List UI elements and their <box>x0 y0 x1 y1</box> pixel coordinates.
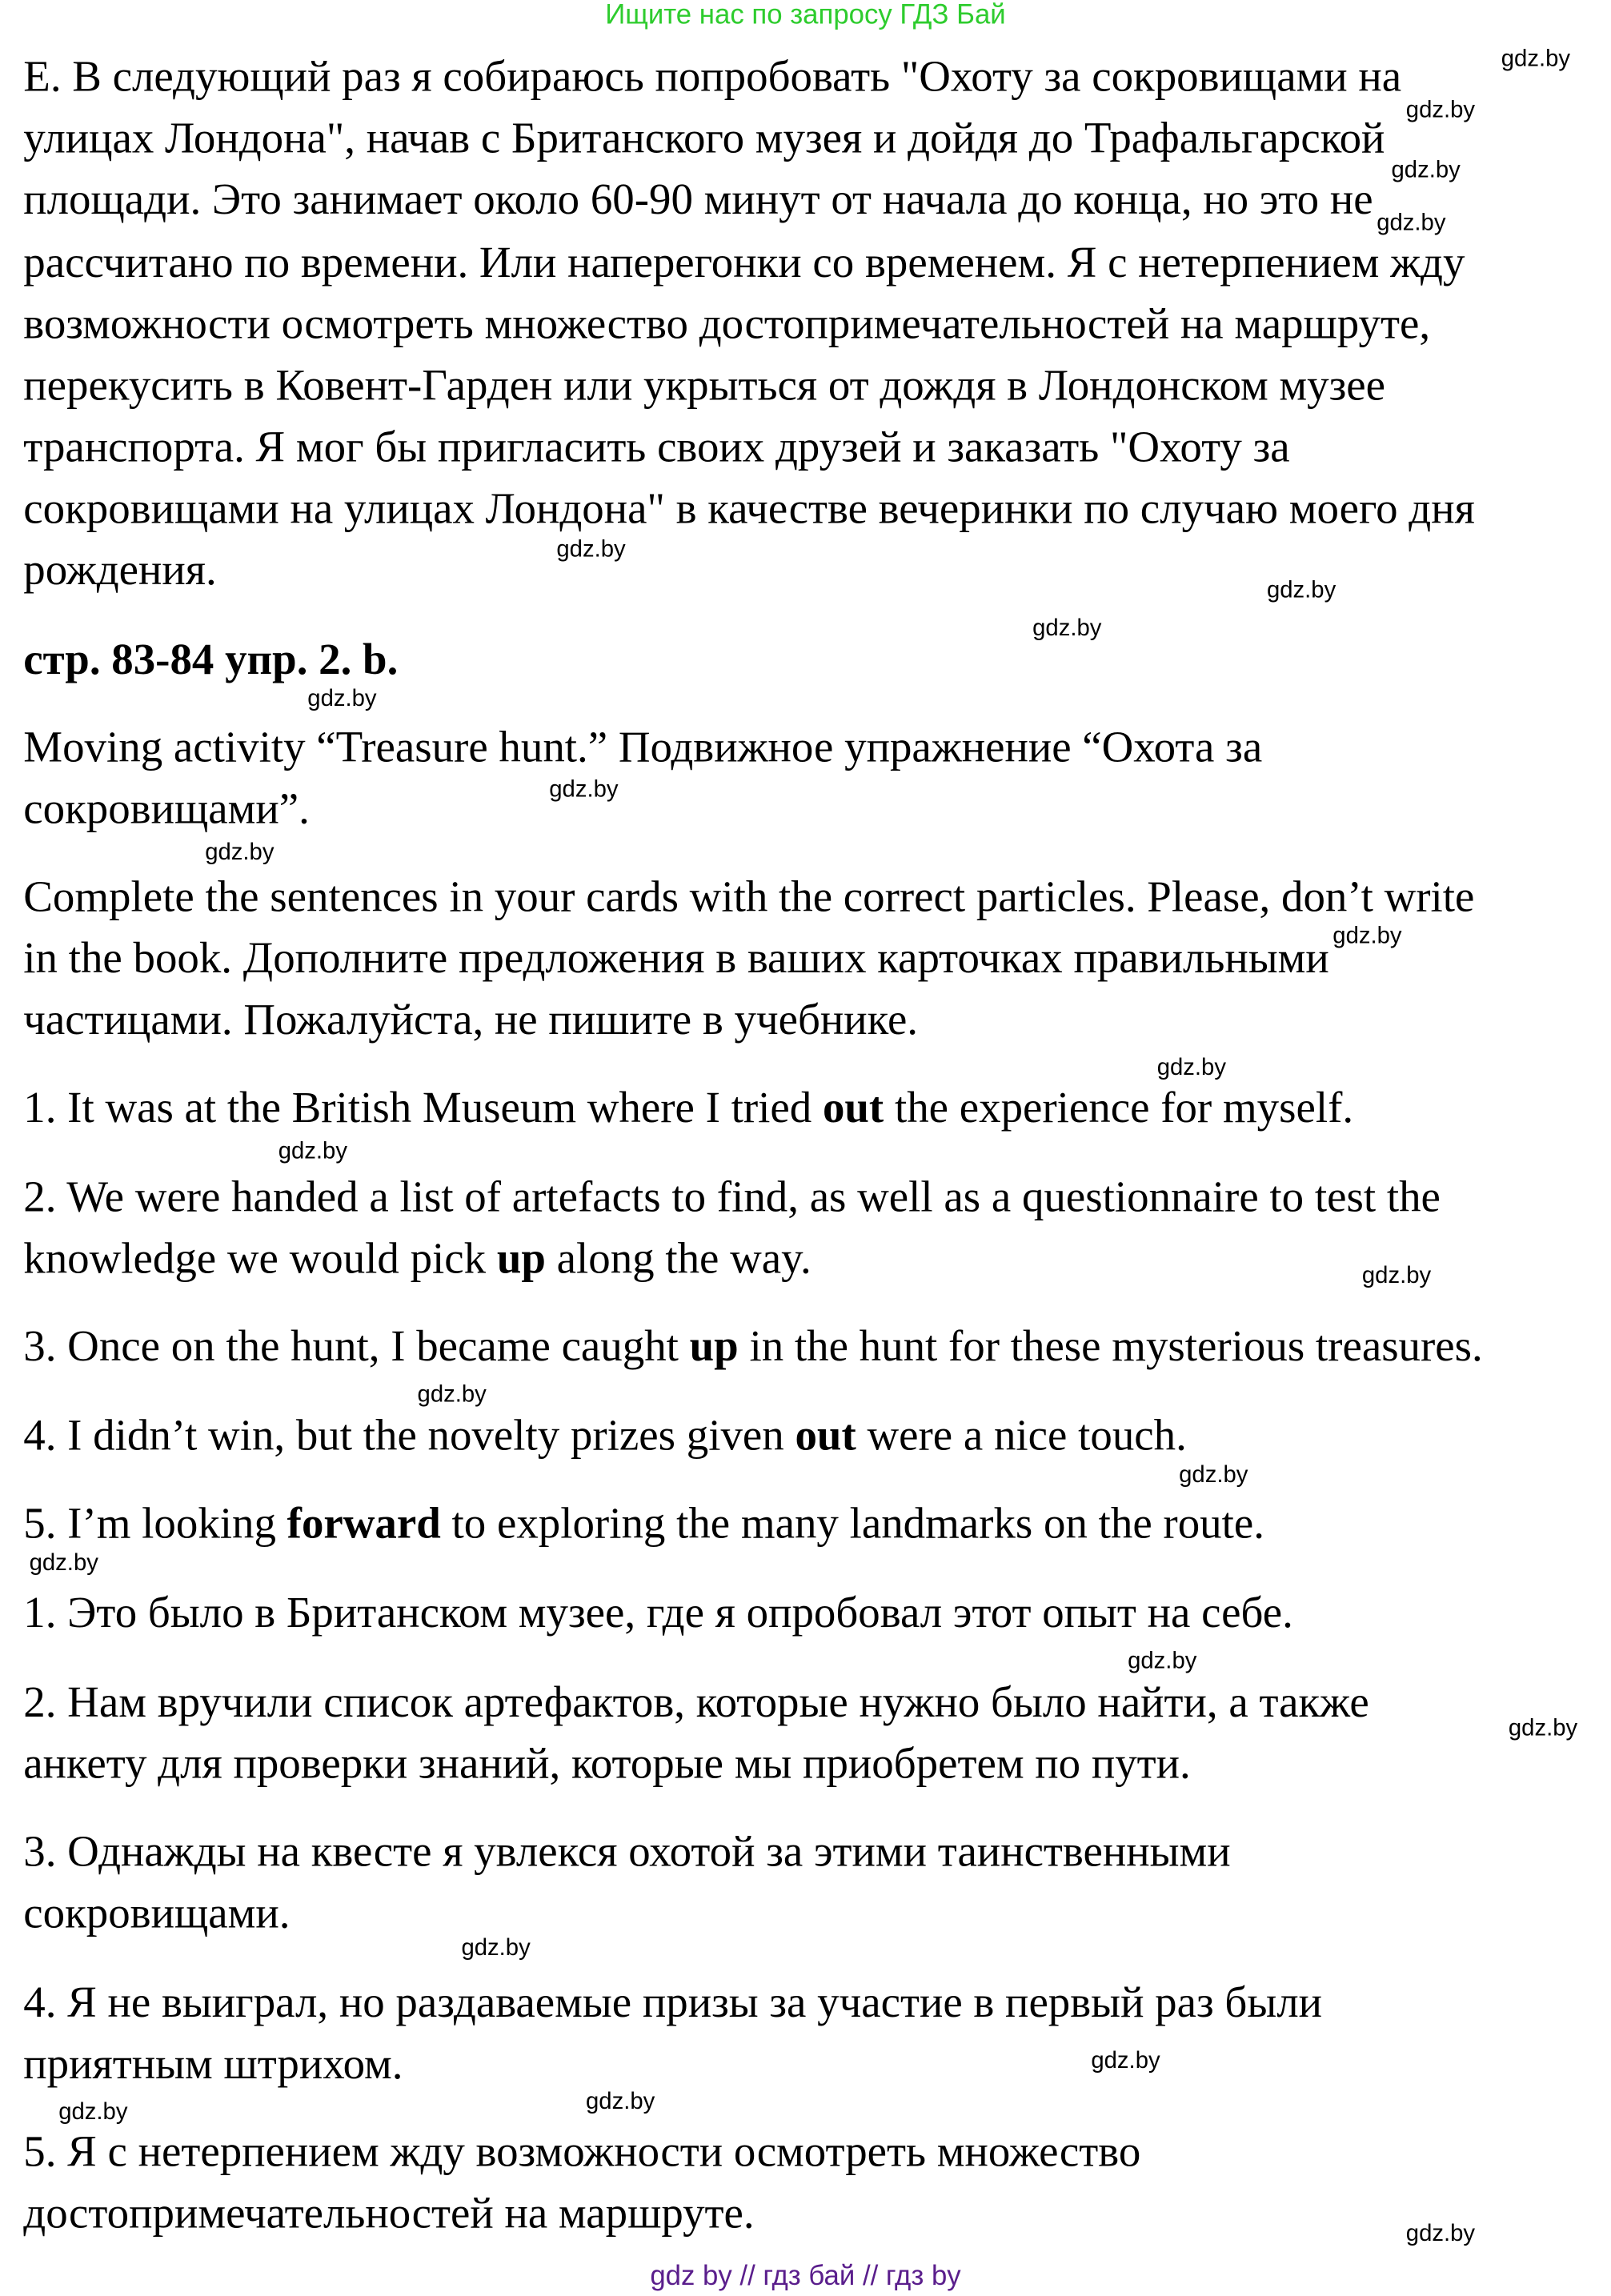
watermark: gdz.by <box>1405 98 1476 123</box>
text-line <box>23 1980 1322 2027</box>
text-segment: Moving activity “Treasure hunt.” Подвижное упражнение “Охота за <box>23 723 1263 772</box>
text-line <box>23 177 1373 224</box>
text-line <box>23 784 310 834</box>
text-line <box>23 1236 812 1284</box>
text-line <box>23 484 1475 534</box>
watermark: gdz.by <box>1508 1716 1578 1741</box>
text-line-content <box>23 1889 290 1937</box>
text-line-content <box>23 1589 1293 1637</box>
text-segment: 2. We were handed a list of artefacts to find, as well as a questionnaire to test the <box>23 1172 1441 1222</box>
text-line <box>23 1413 1187 1461</box>
text-segment: приятным штрихом. <box>23 2040 403 2089</box>
watermark: gdz.by <box>205 840 275 866</box>
text-segment: 2. Нам вручили список артефактов, которые нужно было найти, а также <box>23 1678 1369 1727</box>
watermark: gdz.by <box>1332 924 1402 949</box>
text-line <box>23 725 1262 772</box>
text-line-content <box>23 873 1474 921</box>
text-line-content <box>23 1173 1441 1221</box>
text-segment: частицами. Пожалуйста, не пишите в учебнике. <box>23 996 919 1044</box>
text-line-content <box>23 935 1329 983</box>
text-line-content <box>23 723 1262 771</box>
text-segment: in the book. Дополните предложения в ваших карточках правильными <box>23 934 1329 983</box>
text-line-content <box>23 547 217 595</box>
text-line-content <box>23 300 1430 348</box>
watermark: gdz.by <box>556 537 626 563</box>
bottom-banner[interactable]: gdz by // гдз бай // гдз by <box>650 2261 961 2292</box>
text-line-content <box>23 785 310 833</box>
text-line-content <box>23 53 1401 101</box>
text-segment: рождения. <box>23 546 217 595</box>
text-line-content <box>23 238 1465 286</box>
text-line <box>23 1680 1369 1727</box>
top-banner: Ищите нас по запросу ГДЗ Бай <box>605 0 1006 31</box>
text-segment: 3. Once on the hunt, I became caught <box>23 1322 690 1371</box>
text-line <box>23 2127 1141 2177</box>
text-line <box>23 1172 1441 1222</box>
text-segment: knowledge we would pick <box>23 1234 497 1284</box>
text-segment: Complete the sentences in your cards with the correct particles. Please, don’t write <box>23 872 1475 922</box>
text-line-content <box>23 2190 754 2238</box>
watermark: gdz.by <box>1156 1056 1226 1081</box>
watermark: gdz.by <box>1391 158 1461 183</box>
text-segment: площади. Это занимает около 60-90 минут от начала до конца, но это не <box>23 175 1373 224</box>
text-line <box>23 547 217 595</box>
text-line-content <box>23 114 1385 162</box>
answer-particle: out <box>795 1412 856 1461</box>
text-line <box>23 302 1430 349</box>
text-line <box>23 1501 1264 1549</box>
text-segment: анкету для проверки знаний, которые мы приобретем по пути. <box>23 1740 1191 1789</box>
watermark: gdz.by <box>58 2100 128 2126</box>
text-line <box>23 1829 1230 1877</box>
text-segment: сокровищами”. <box>23 784 310 834</box>
watermark: gdz.by <box>1501 46 1571 72</box>
text-line-content <box>23 635 398 683</box>
watermark: gdz.by <box>586 2090 655 2115</box>
text-line-content <box>23 1740 1191 1788</box>
text-line-content <box>23 485 1475 533</box>
text-segment: Е. В следующий раз я собираюсь попробовать "Охоту за сокровищами на <box>23 52 1402 102</box>
watermark: gdz.by <box>549 777 619 803</box>
text-line-content <box>23 176 1373 224</box>
text-segment: 4. I didn’t win, but the novelty prizes given <box>23 1412 795 1461</box>
text-line <box>23 872 1475 922</box>
text-line-content <box>23 2040 403 2088</box>
text-line-content <box>23 1978 1322 2026</box>
text-line-content <box>23 1678 1369 1726</box>
watermark: gdz.by <box>307 687 377 712</box>
text-line <box>23 1324 1482 1371</box>
text-line-content <box>23 1322 1482 1370</box>
text-line-content <box>23 1500 1264 1548</box>
watermark: gdz.by <box>1128 1649 1197 1674</box>
section-heading <box>23 637 398 684</box>
watermark: gdz.by <box>29 1550 98 1577</box>
text-line <box>23 240 1465 287</box>
text-segment: 5. Я с нетерпением жду возможности осмотреть множество <box>23 2127 1141 2177</box>
text-segment: 1. It was at the British Museum where I tried <box>23 1084 823 1132</box>
text-segment: 3. Однажды на квесте я увлекся охотой за этими таинственными <box>23 1827 1231 1877</box>
answer-particle: out <box>822 1084 884 1132</box>
watermark: gdz.by <box>1179 1463 1248 1489</box>
text-line-content <box>23 1828 1230 1876</box>
text-segment: улицах Лондона", начав с Британского музея и дойдя до Трафальгарской <box>23 114 1385 163</box>
text-line <box>23 54 1401 102</box>
text-line <box>23 1741 1191 1789</box>
text-line <box>23 997 918 1044</box>
text-segment: in the hunt for these mysterious treasures. <box>738 1322 1483 1371</box>
text-line-content <box>23 1084 1353 1132</box>
watermark: gdz.by <box>1032 616 1102 642</box>
watermark: gdz.by <box>1091 2049 1160 2074</box>
text-segment: to exploring the many landmarks on the route. <box>440 1499 1264 1549</box>
watermark: gdz.by <box>1361 1264 1432 1289</box>
watermark: gdz.by <box>461 1936 531 1961</box>
text-line <box>23 363 1385 411</box>
answer-particle: up <box>689 1322 739 1371</box>
text-segment: сокровищами на улицах Лондона" в качестве вечеринки по случаю моего дня <box>23 484 1475 534</box>
text-line-content <box>23 1235 812 1283</box>
text-line-content <box>23 362 1385 410</box>
watermark: gdz.by <box>1377 210 1446 236</box>
watermark: gdz.by <box>417 1382 487 1408</box>
text-segment: рассчитано по времени. Или наперегонки со временем. Я с нетерпением жду <box>23 238 1465 287</box>
text-segment: were a nice touch. <box>856 1412 1187 1461</box>
watermark: gdz.by <box>278 1139 347 1164</box>
text-line-content <box>23 996 918 1044</box>
text-segment: транспорта. Я мог бы пригласить своих друзей и заказать "Охоту за <box>23 423 1290 472</box>
text-segment: 4. Я не выиграл, но раздаваемые призы за участие в первый раз были <box>23 1978 1323 2027</box>
text-line-content <box>23 2128 1140 2176</box>
text-segment: 1. Это было в Британском музее, где я опробовал этот опыт на себе. <box>23 1589 1293 1637</box>
text-line <box>23 116 1385 163</box>
text-line <box>23 1590 1293 1637</box>
text-line <box>23 2042 403 2089</box>
text-segment: перекусить в Ковент-Гарден или укрыться от дождя в Лондонском музее <box>23 362 1386 411</box>
text-line <box>23 1891 290 1938</box>
text-segment: along the way. <box>545 1234 812 1284</box>
answer-particle: up <box>496 1234 546 1284</box>
text-segment: сокровищами. <box>23 1889 291 1938</box>
text-line-content <box>23 1412 1187 1460</box>
watermark: gdz.by <box>1266 578 1336 603</box>
text-segment: 5. I’m looking <box>23 1499 287 1549</box>
text-segment: the experience for myself. <box>884 1084 1354 1132</box>
answer-particle: forward <box>287 1499 441 1549</box>
text-line-content <box>23 423 1289 471</box>
watermark: gdz.by <box>1405 2222 1476 2247</box>
text-segment: достопримечательностей на маршруте. <box>23 2189 755 2238</box>
text-segment: возможности осмотреть множество достопримечательностей на маршруте, <box>23 300 1431 349</box>
text-line <box>23 936 1329 983</box>
text-line <box>23 1085 1353 1132</box>
text-line <box>23 2191 754 2238</box>
answer-particle: стр. 83-84 упр. 2. b. <box>23 635 399 684</box>
text-line <box>23 425 1289 472</box>
